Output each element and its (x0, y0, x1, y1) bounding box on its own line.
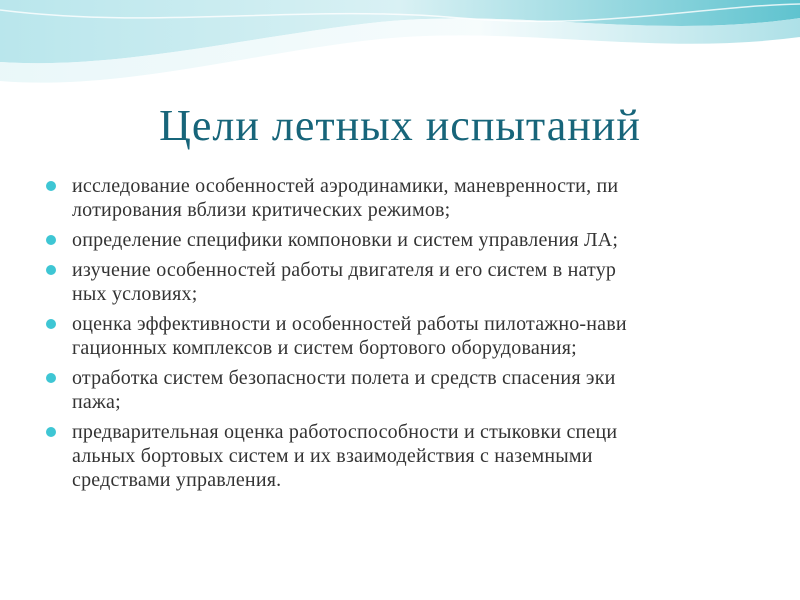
bullet-text: определение специфики компоновки и систем управления ЛА; (72, 229, 619, 251)
bullet-text: изучение особенностей работы двигателя и его систем в натур ных условиях; (72, 259, 617, 305)
decorative-wave-header (0, 0, 800, 110)
bullet-text: предварительная оценка работоспособности и стыковки специ альных бортовых систем и их взаимодействия с наземными средствами управления. (72, 421, 618, 491)
list-item (46, 174, 746, 222)
list-item (46, 228, 746, 252)
bullet-icon (46, 265, 56, 275)
list-item (46, 258, 746, 306)
list-item (46, 420, 746, 492)
bullet-text: отработка систем безопасности полета и средств спасения эки пажа; (72, 367, 616, 413)
list-item (46, 312, 746, 360)
bullet-text: оценка эффективности и особенностей работы пилотажно-нави гационных комплексов и систем бортового оборудования; (72, 313, 627, 359)
list-item (46, 366, 746, 414)
bullet-icon (46, 235, 56, 245)
slide-title: Цели летных испытаний (159, 101, 641, 150)
bullet-icon (46, 181, 56, 191)
bullet-icon (46, 319, 56, 329)
bullet-text: исследование особенностей аэродинамики, маневренности, пи лотирования вблизи критических режимов; (72, 175, 619, 221)
bullet-list (46, 174, 746, 498)
bullet-icon (46, 427, 56, 437)
bullet-icon (46, 373, 56, 383)
